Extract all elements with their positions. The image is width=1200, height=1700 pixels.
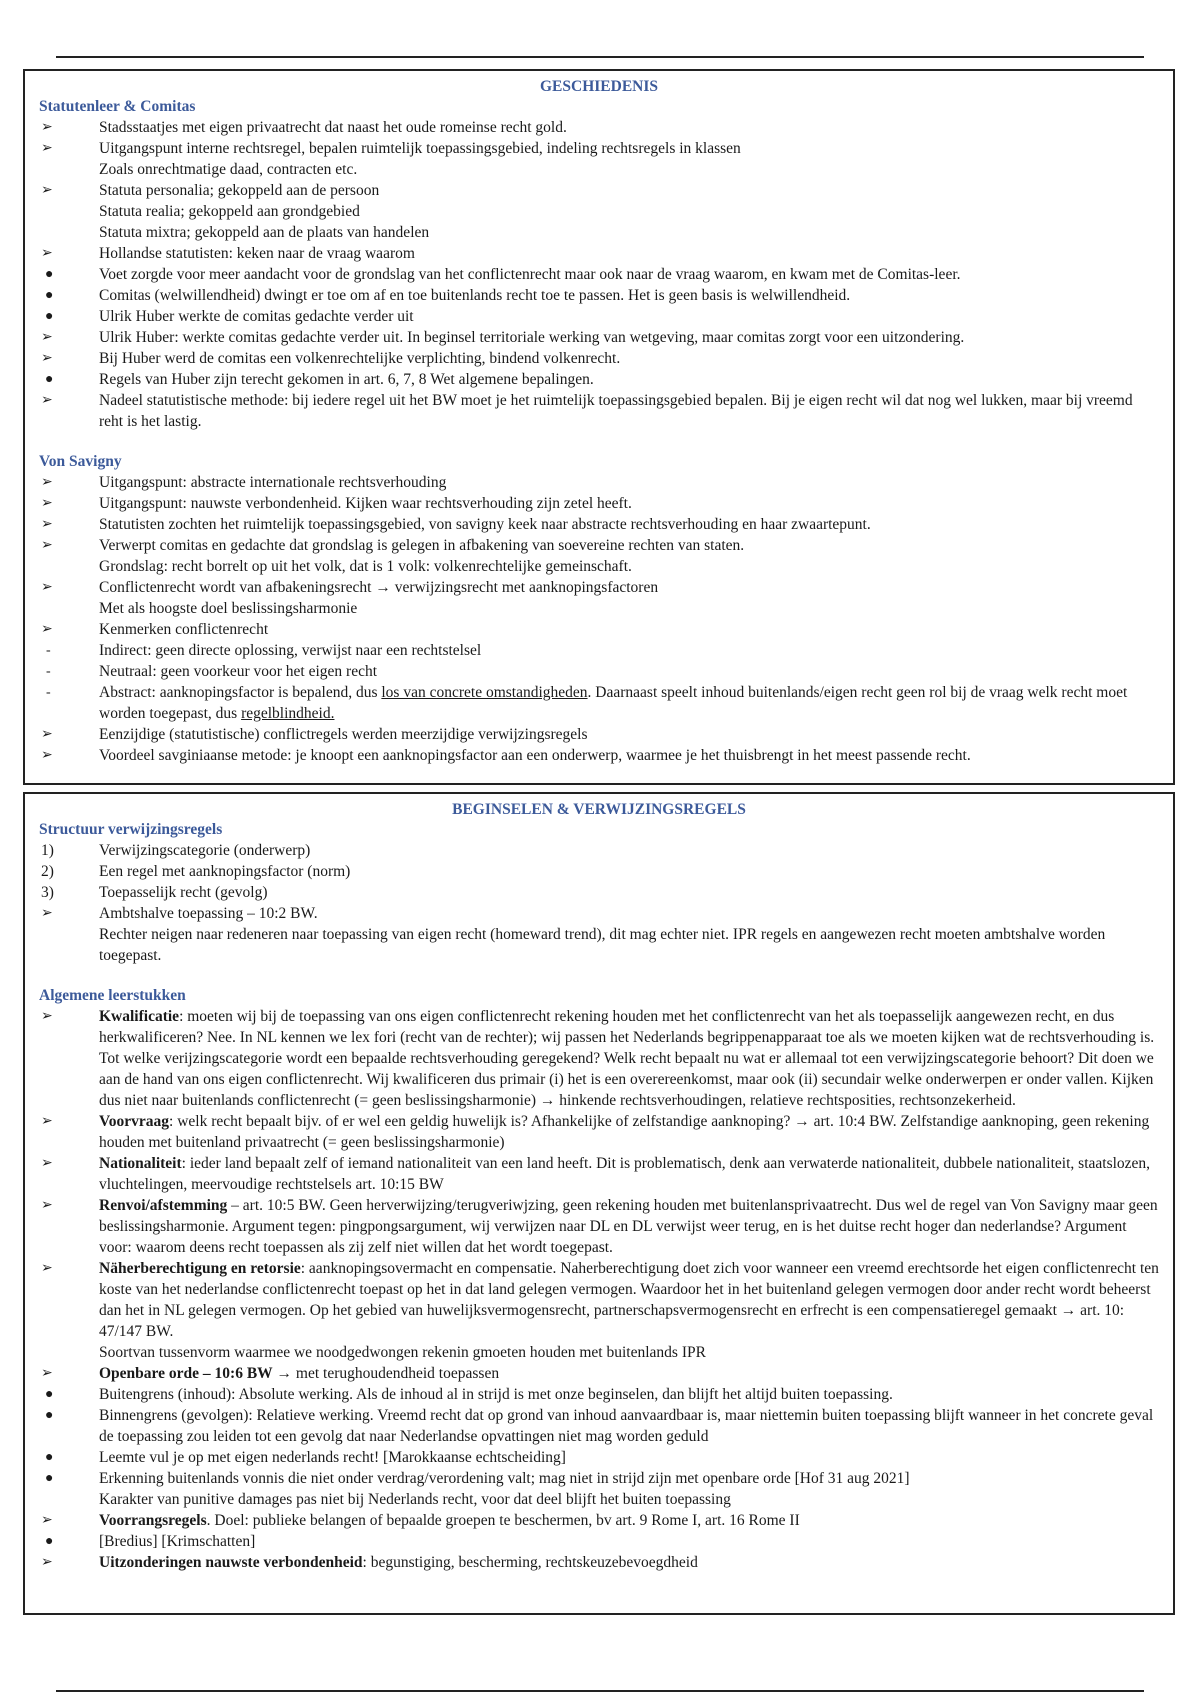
list-item: ● Comitas (welwillendheid) dwingt er toe om af en toe buitenlands recht toe te passen. Het is geen basis is welwillendheid.	[45, 287, 851, 304]
arrow-bullet-icon: ➢	[41, 1198, 53, 1213]
list-item: ● Buitengrens (inhoud): Absolute werking. Als de inhoud al in strijd is met onze beginselen, dan blijft het altijd buiten toepassing.	[45, 1386, 893, 1403]
arrow-bullet-icon: ➢	[41, 183, 53, 198]
list-item: ➢ Openbare orde – 10:6 BW → met terughoudendheid toepassen	[41, 1365, 500, 1382]
arrow-bullet-icon: ➢	[41, 727, 53, 742]
list-item: ➢ Eenzijdige (statutistische) conflictregels werden meerzijdige verwijzingsregels	[41, 726, 588, 743]
list-item: ➢ Ambtshalve toepassing – 10:2 BW.	[41, 905, 318, 922]
list-item: Met als hoogste doel beslissingsharmonie	[99, 600, 358, 617]
subheading: Statutenleer & Comitas	[39, 98, 196, 115]
number-marker: 1)	[41, 842, 54, 859]
list-item: ➢ Uitgangspunt interne rechtsregel, bepalen ruimtelijk toepassingsgebied, indeling rechtsregels in klassen	[41, 140, 741, 157]
bullet-list	[39, 724, 1159, 766]
list-item: ➢ Voordeel savginiaanse metode: je knoopt een aanknopingsfactor aan een onderwerp, waarmee je het thuisbrengt in het meest passende recht.	[41, 747, 971, 764]
arrow-bullet-icon: ➢	[41, 748, 53, 763]
bullet-list	[39, 117, 1159, 432]
dot-bullet-icon: ●	[45, 288, 54, 303]
arrow-bullet-icon: ➢	[41, 1555, 53, 1570]
dash-marker: -	[46, 685, 51, 700]
list-item: 3) Toepasselijk recht (gevolg)	[41, 884, 268, 901]
arrow-bullet-icon: ➢	[41, 1114, 53, 1129]
arrow-bullet-icon: ➢	[41, 1261, 53, 1276]
dash-marker: -	[46, 643, 51, 658]
number-marker: 2)	[41, 863, 54, 880]
list-item: Karakter van punitive damages pas niet bij Nederlands recht, voor dat deel blijft het buiten toepassing	[99, 1491, 731, 1508]
dot-bullet-icon: ●	[45, 309, 54, 324]
list-item: ● Regels van Huber zijn terecht gekomen in art. 6, 7, 8 Wet algemene bepalingen.	[45, 371, 594, 388]
list-item: ● Binnengrens (gevolgen): Relatieve werking. Vreemd recht dat op grond van inhoud aanvaardbaar is, maar niettemin buiten toepassing blijft wanneer in het concrete geval de toepassing zou leiden tot een gevolg dat naar Nederlandse opvattingen niet mag worden geduld	[45, 1407, 1154, 1445]
list-item: ➢ Bij Huber werd de comitas een volkenrechtelijke verplichting, bindend volkenrecht.	[41, 350, 621, 367]
list-item: 2) Een regel met aanknopingsfactor (norm)	[41, 863, 351, 880]
dot-bullet-icon: ●	[45, 1450, 54, 1465]
list-item: ➢ Nadeel statutistische methode: bij iedere regel uit het BW moet je het ruimtelijk toepassingsgebied bepalen. Bij je eigen recht wil dat nog wel lukken, maar bij vreemd reht is het lastig.	[41, 392, 1133, 430]
arrow-bullet-icon: ➢	[41, 1156, 53, 1171]
section-beginselen	[23, 792, 1175, 1615]
arrow-bullet-icon: ➢	[41, 517, 53, 532]
list-item: ➢ Uitzonderingen nauwste verbondenheid: begunstiging, bescherming, rechtskeuzebevoegdheid	[41, 1554, 698, 1571]
list-item: - Abstract: aanknopingsfactor is bepalend, dus los van concrete omstandigheden. Daarnaast speelt inhoud buitenlands/eigen recht geen rol bij de vraag welk recht moet worden toegepast, dus regelblindheid.	[46, 684, 1128, 722]
subheading: Von Savigny	[39, 453, 122, 470]
section-title: GESCHIEDENIS	[539, 78, 658, 95]
list-item: ➢ Kenmerken conflictenrecht	[41, 621, 269, 638]
list-item: ➢ Hollandse statutisten: keken naar de vraag waarom	[41, 245, 415, 262]
section-geschiedenis	[23, 69, 1175, 785]
arrow-bullet-icon: ➢	[41, 1513, 53, 1528]
list-item: ➢ Voorvraag: welk recht bepaalt bijv. of er wel een geldig huwelijk is? Afhankelijke of zelfstandige aanknoping? → art. 10:4 BW. Zelfstandige aanknoping, geen rekening houden met buitenland privaatrecht (= geen beslissingsharmonie)	[41, 1113, 1150, 1151]
section-title: BEGINSELEN & VERWIJZINGSREGELS	[452, 801, 746, 818]
arrow-bullet-icon: ➢	[41, 141, 53, 156]
list-item: ➢ Uitgangspunt: abstracte internationale rechtsverhouding	[41, 474, 447, 491]
list-item: - Indirect: geen directe oplossing, verwijst naar een rechtstelsel	[46, 642, 482, 659]
list-item: ● Erkenning buitenlands vonnis die niet onder verdrag/verordening valt; mag niet in strijd zijn met openbare orde [Hof 31 aug 2021]	[45, 1470, 910, 1487]
list-item: Rechter neigen naar redeneren naar toepassing van eigen recht (homeward trend), dit mag echter niet. IPR regels en aangewezen recht moeten ambtshalve worden toegepast.	[99, 926, 1106, 964]
dot-bullet-icon: ●	[45, 1534, 54, 1549]
arrow-bullet-icon: ➢	[41, 393, 53, 408]
numbered-list	[39, 840, 1159, 966]
subheading: Algemene leerstukken	[39, 987, 186, 1004]
list-item: ● Voet zorgde voor meer aandacht voor de grondslag van het conflictenrecht maar ook naar de vraag waarom, en kwam met de Comitas-leer.	[45, 266, 961, 283]
list-item: ➢ Verwerpt comitas en gedachte dat grondslag is gelegen in afbakening van soevereine rechten van staten.	[41, 537, 745, 554]
list-item: ● Leemte vul je op met eigen nederlands recht! [Marokkaanse echtscheiding]	[45, 1449, 566, 1466]
arrow-bullet-icon: ➢	[41, 330, 53, 345]
bullet-list	[39, 472, 1159, 682]
arrow-bullet-icon: ➢	[41, 580, 53, 595]
list-item: Grondslag: recht borrelt op uit het volk, dat is 1 volk: volkenrechtelijke gemeinschaft.	[99, 558, 632, 575]
top-rule	[56, 56, 1144, 58]
list-item: ● Ulrik Huber werkte de comitas gedachte verder uit	[45, 308, 414, 325]
arrow-bullet-icon: ➢	[41, 538, 53, 553]
dot-bullet-icon: ●	[45, 1387, 54, 1402]
arrow-bullet-icon: ➢	[41, 120, 53, 135]
list-item: ➢ Ulrik Huber: werkte comitas gedachte verder uit. In beginsel territoriale werking van wetgeving, maar comitas zorgt voor een uitzondering.	[41, 329, 965, 346]
list-item: ➢ Uitgangspunt: nauwste verbondenheid. Kijken waar rechtsverhouding zijn zetel heeft.	[41, 495, 632, 512]
arrow-bullet-icon: ➢	[41, 906, 53, 921]
list-item: 1) Verwijzingscategorie (onderwerp)	[41, 842, 311, 859]
dash-marker: -	[46, 664, 51, 679]
bullet-list	[39, 1006, 1159, 1573]
bottom-rule	[56, 1690, 1144, 1692]
arrow-bullet-icon: ➢	[41, 475, 53, 490]
list-item: ➢ Statuta personalia; gekoppeld aan de persoon	[41, 182, 380, 199]
dot-bullet-icon: ●	[45, 267, 54, 282]
arrow-bullet-icon: ➢	[41, 622, 53, 637]
list-item: ➢ Statutisten zochten het ruimtelijk toepassingsgebied, von savigny keek naar abstracte rechtsverhouding en haar zwaartepunt.	[41, 516, 871, 533]
list-item: ➢ Voorrangsregels. Doel: publieke belangen of bepaalde groepen te beschermen, bv art. 9 Rome I, art. 16 Rome II	[41, 1512, 800, 1529]
list-item: Zoals onrechtmatige daad, contracten etc.	[99, 161, 358, 178]
arrow-bullet-icon: ➢	[41, 496, 53, 511]
subheading: Structuur verwijzingsregels	[39, 821, 223, 838]
dot-bullet-icon: ●	[45, 1471, 54, 1486]
arrow-bullet-icon: ➢	[41, 1009, 53, 1024]
list-item: Soortvan tussenvorm waarmee we noodgedwongen rekenin gmoeten houden met buitenlands IPR	[99, 1344, 706, 1361]
dot-bullet-icon: ●	[45, 372, 54, 387]
list-item: ➢ Stadsstaatjes met eigen privaatrecht dat naast het oude romeinse recht gold.	[41, 119, 567, 136]
number-marker: 3)	[41, 884, 54, 901]
list-item: ➢ Kwalificatie: moeten wij bij de toepassing van ons eigen conflictenrecht rekening houden met het conflictenrecht van het als toepasselijk aangewezen recht, en dus herkwalificeren? Nee. In NL kennen we lex fori (recht van de rechter); wij passen het Nederlands begrippenapparaat toe als we moeten kijken wat de rechtsverhouding is. Tot welke verijzingscategorie wordt een bepaalde rechtsverhouding geregekend? Welk recht bepaalt nu wat er allemaal tot een verwijzingscategorie behoort? Dit doen we aan de hand van ons eigen conflictenrecht. Wij kwalificeren dus primair (i) het is een overereenkomst, maar ook (ii) secundair welke onderwerpen er onder vallen. Kijken dus niet naar buitenlands conflictenrecht (= geen beslissingsharmonie) → hinkende rechtsverhoudingen, relatieve rechtsposities, rechtsonzekerheid.	[41, 1008, 1155, 1109]
list-item: Statuta mixtra; gekoppeld aan de plaats van handelen	[99, 224, 430, 241]
list-item: - Neutraal: geen voorkeur voor het eigen recht	[46, 663, 378, 680]
list-item: Statuta realia; gekoppeld aan grondgebied	[99, 203, 360, 220]
arrow-bullet-icon: ➢	[41, 351, 53, 366]
list-item: ➢ Conflictenrecht wordt van afbakeningsrecht → verwijzingsrecht met aanknopingsfactoren	[41, 579, 659, 596]
list-item: ➢ Nationaliteit: ieder land bepaalt zelf of iemand nationaliteit van een land heeft. Dit is problematisch, denk aan verwaterde nationaliteit, dubbele nationaliteit, staatslozen, vluchtelingen, meervoudige rechtstelsels art. 10:15 BW	[41, 1155, 1151, 1193]
arrow-bullet-icon: ➢	[41, 246, 53, 261]
list-item: ➢ Näherberechtigung en retorsie: aanknopingsovermacht en compensatie. Naherberechtigung doet zich voor wanneer een vreemd erechtsorde het eigen conflictenrecht ten koste van het nederlandse conflictenrecht toepast op het in dat land gelegen vermogen. Waardoor het in het buitenland gelegen vermogen door ander recht wordt beheerst dan het in NL gelegen vermogen. Op het gebied van huwelijksvermogensrecht, partnerschapsvermogensrecht en erfrecht is een compensatieregel gemaakt → art. 10: 47/147 BW.	[41, 1260, 1159, 1340]
list-item: ➢ Renvoi/afstemming – art. 10:5 BW. Geen herverwijzing/terugveriwjzing, geen rekening houden met buitenlansprivaatrecht. Dus wel de regel van Von Savigny maar geen beslissingsharmonie. Argument tegen: pingpongsargument, wij verwijzen naar DL en DL verwijst weer terug, en is het duitse recht hoger dan nederlandse? Argument voor: waarom deens recht toepassen als zij zelf niet willen dat het wordt toegepast.	[41, 1197, 1158, 1256]
arrow-bullet-icon: ➢	[41, 1366, 53, 1381]
list-item: ● [Bredius] [Krimschatten]	[45, 1533, 256, 1550]
dot-bullet-icon: ●	[45, 1408, 54, 1423]
